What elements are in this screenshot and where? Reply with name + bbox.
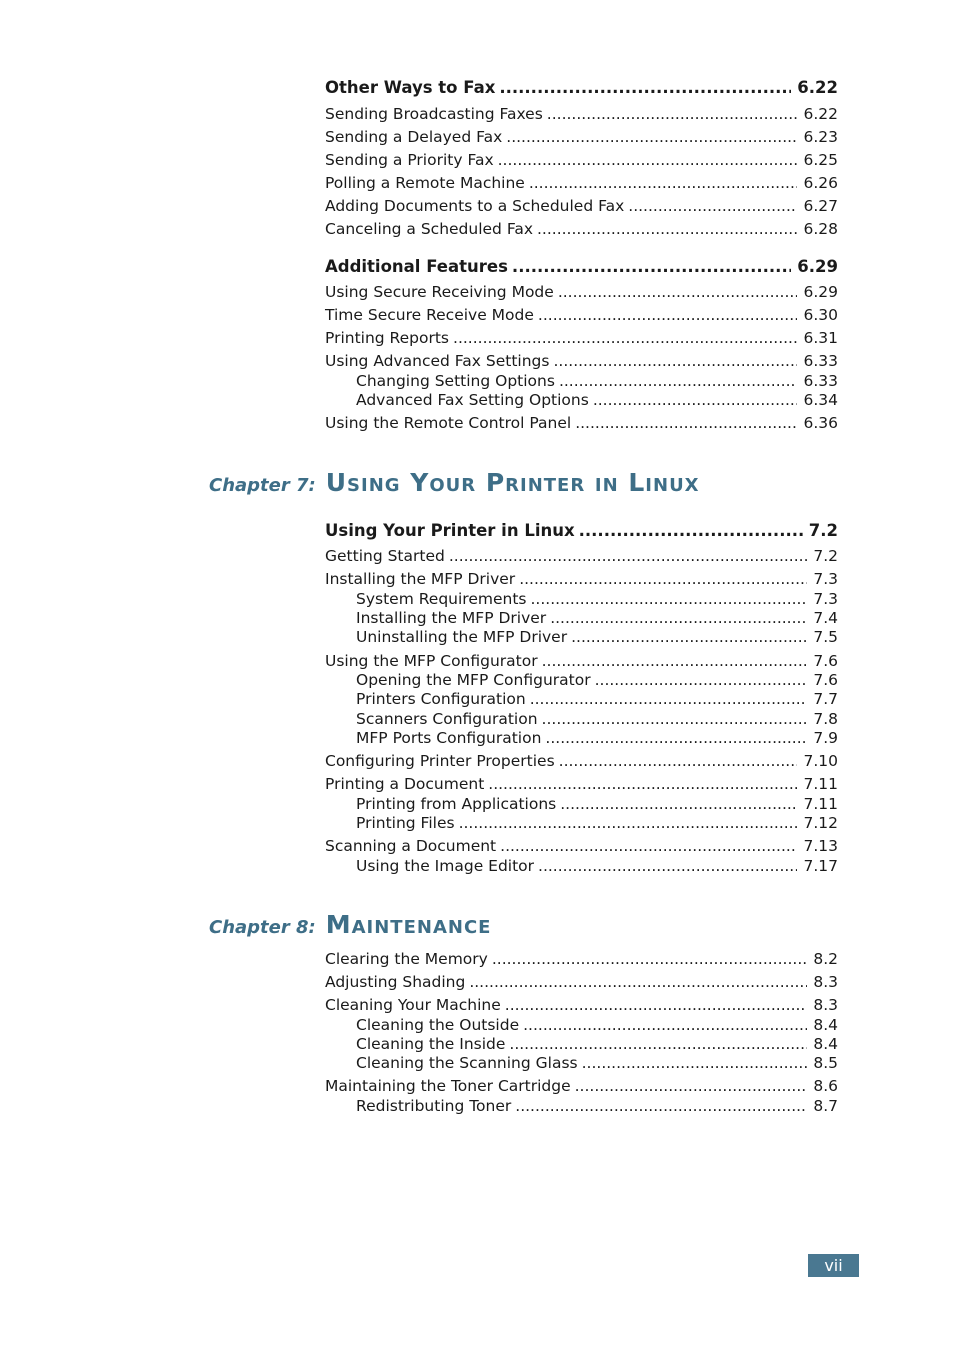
toc-subentry[interactable] (356, 709, 838, 729)
toc-title: Using the Image Editor (356, 857, 535, 875)
toc-title: Scanning a Document (325, 837, 497, 855)
toc-title: Sending Broadcasting Faxes (325, 105, 543, 123)
toc-leader (593, 390, 798, 410)
toc-title: Using Advanced Fax Settings (325, 352, 550, 370)
toc-entry[interactable] (325, 328, 838, 348)
toc-page-number: 6.25 (803, 151, 838, 169)
toc-page-number: 6.28 (803, 220, 838, 238)
toc-page-number: 7.7 (813, 690, 838, 708)
toc-leader (506, 127, 797, 147)
chapter-title: Maintenance (325, 910, 492, 939)
toc-leader (579, 521, 803, 541)
toc-page-number: 6.22 (803, 105, 838, 123)
toc-leader (469, 972, 807, 992)
toc-subentry[interactable] (356, 1053, 838, 1073)
toc-entry[interactable] (325, 104, 838, 124)
toc-leader (498, 150, 798, 170)
toc-page-number: 6.22 (797, 78, 838, 97)
toc-subentry[interactable] (356, 1034, 838, 1054)
toc-leader (575, 413, 797, 433)
toc-subentry[interactable] (356, 390, 838, 410)
toc-title: Using Your Printer in Linux (325, 521, 575, 540)
toc-entry[interactable] (325, 351, 838, 371)
toc-entry[interactable] (325, 305, 838, 325)
toc-page-number: 7.11 (803, 775, 838, 793)
toc-page-number: 6.33 (803, 352, 838, 370)
toc-page-number: 6.36 (803, 414, 838, 432)
toc-title: Configuring Printer Properties (325, 752, 555, 770)
toc-entry[interactable] (325, 995, 838, 1015)
toc-page-number: 7.12 (803, 814, 838, 832)
toc-title: Uninstalling the MFP Driver (356, 628, 568, 646)
toc-title: Printing from Applications (356, 795, 557, 813)
chapter-title: Using Your Printer in Linux (325, 468, 700, 497)
toc-title: Installing the MFP Driver (325, 570, 516, 588)
toc-leader (550, 608, 807, 628)
toc-page-number: 7.17 (803, 857, 838, 875)
toc-leader (595, 670, 808, 690)
toc-leader (500, 836, 797, 856)
toc-subentry[interactable] (356, 627, 838, 647)
toc-leader (559, 751, 798, 771)
page-number-badge: vii (808, 1254, 859, 1277)
toc-heading[interactable] (325, 78, 838, 98)
toc-subentry[interactable] (356, 689, 838, 709)
toc-title: Additional Features (325, 257, 508, 276)
toc-leader (545, 728, 807, 748)
toc-page-number: 8.6 (813, 1077, 838, 1095)
toc-page-number: 8.7 (813, 1097, 838, 1115)
toc-leader (488, 774, 797, 794)
toc-entry[interactable] (325, 1076, 838, 1096)
toc-page-number: 7.10 (803, 752, 838, 770)
toc-leader (542, 709, 808, 729)
toc-leader (509, 1034, 807, 1054)
toc-title: MFP Ports Configuration (356, 729, 542, 747)
chapter-heading (209, 910, 491, 939)
toc-title: Printing Files (356, 814, 455, 832)
toc-title: Printing Reports (325, 329, 450, 347)
toc-leader (449, 546, 808, 566)
toc-title: Installing the MFP Driver (356, 609, 547, 627)
toc-leader (571, 627, 807, 647)
chapter-heading (209, 468, 700, 497)
toc-title: Polling a Remote Machine (325, 174, 525, 192)
toc-leader (559, 371, 798, 391)
toc-leader (529, 173, 798, 193)
toc-entry[interactable] (325, 196, 838, 216)
toc-entry[interactable] (325, 651, 838, 671)
toc-entry[interactable] (325, 774, 838, 794)
toc-leader (459, 813, 798, 833)
toc-title: Sending a Delayed Fax (325, 128, 503, 146)
toc-subentry[interactable] (356, 728, 838, 748)
toc-leader (499, 78, 791, 98)
toc-page-number: 7.9 (813, 729, 838, 747)
toc-leader (560, 794, 797, 814)
toc-page-number: 8.5 (813, 1054, 838, 1072)
toc-entry[interactable] (325, 150, 838, 170)
toc-leader (553, 351, 797, 371)
toc-title: System Requirements (356, 590, 527, 608)
toc-page-number: 8.3 (813, 973, 838, 991)
toc-leader (523, 1015, 807, 1035)
toc-page-number: 8.2 (813, 950, 838, 968)
toc-page-number: 6.29 (803, 283, 838, 301)
toc-leader (453, 328, 797, 348)
toc-title: Cleaning the Inside (356, 1035, 506, 1053)
toc-title: Adjusting Shading (325, 973, 466, 991)
toc-page-number: 8.4 (813, 1035, 838, 1053)
toc-leader (558, 282, 798, 302)
toc-leader (542, 651, 808, 671)
toc-page-number: 7.2 (813, 547, 838, 565)
toc-entry[interactable] (325, 127, 838, 147)
toc-title: Canceling a Scheduled Fax (325, 220, 533, 238)
toc-title: Sending a Priority Fax (325, 151, 494, 169)
toc-subentry[interactable] (356, 589, 838, 609)
toc-page-number: 8.3 (813, 996, 838, 1014)
toc-title: Maintaining the Toner Cartridge (325, 1077, 571, 1095)
toc-page-number: 7.3 (813, 570, 838, 588)
toc-leader (492, 949, 808, 969)
toc-title: Opening the MFP Configurator (356, 671, 591, 689)
toc-subentry[interactable] (356, 670, 838, 690)
toc-title: Clearing the Memory (325, 950, 488, 968)
toc-subentry[interactable] (356, 813, 838, 833)
toc-page-number: 7.2 (808, 521, 838, 540)
toc-leader (547, 104, 798, 124)
toc-leader (515, 1096, 807, 1116)
toc-page-number: 7.6 (813, 671, 838, 689)
toc-title: Cleaning the Outside (356, 1016, 520, 1034)
toc-page-number: 7.6 (813, 652, 838, 670)
toc-page-number: 6.23 (803, 128, 838, 146)
toc-title: Using Secure Receiving Mode (325, 283, 554, 301)
toc-subentry[interactable] (356, 1096, 838, 1116)
toc-leader (505, 995, 808, 1015)
toc-page-number: 7.13 (803, 837, 838, 855)
toc-leader (538, 305, 798, 325)
chapter-label: Chapter 8: (209, 917, 316, 938)
toc-leader (582, 1053, 808, 1073)
toc-leader (531, 589, 808, 609)
toc-title: Adding Documents to a Scheduled Fax (325, 197, 625, 215)
toc-leader (575, 1076, 808, 1096)
chapter-label: Chapter 7: (209, 475, 316, 496)
toc-title: Printing a Document (325, 775, 485, 793)
toc-heading[interactable] (325, 257, 838, 277)
toc-title: Other Ways to Fax (325, 78, 496, 97)
toc-title: Cleaning the Scanning Glass (356, 1054, 578, 1072)
toc-page-number: 6.26 (803, 174, 838, 192)
toc-leader (512, 257, 791, 277)
toc-leader (530, 689, 808, 709)
toc-title: Advanced Fax Setting Options (356, 391, 589, 409)
toc-page-number: 6.30 (803, 306, 838, 324)
toc-leader (538, 856, 797, 876)
toc-title: Getting Started (325, 547, 445, 565)
toc-entry[interactable] (325, 219, 838, 239)
toc-leader (519, 569, 807, 589)
toc-subentry[interactable] (356, 371, 838, 391)
toc-page-number: 6.34 (803, 391, 838, 409)
toc-entry[interactable] (325, 836, 838, 856)
toc-page-number: 7.11 (803, 795, 838, 813)
toc-title: Using the Remote Control Panel (325, 414, 572, 432)
toc-entry[interactable] (325, 173, 838, 193)
toc-page-number: 6.31 (803, 329, 838, 347)
toc-page-number: 6.29 (797, 257, 838, 276)
toc-entry[interactable] (325, 546, 838, 566)
toc-entry[interactable] (325, 569, 838, 589)
toc-leader (537, 219, 797, 239)
toc-heading[interactable] (325, 521, 838, 541)
toc-entry[interactable] (325, 949, 838, 969)
toc-page-number: 7.4 (813, 609, 838, 627)
toc-entry[interactable] (325, 282, 838, 302)
toc-title: Time Secure Receive Mode (325, 306, 534, 324)
toc-subentry[interactable] (356, 1015, 838, 1035)
toc-subentry[interactable] (356, 794, 838, 814)
toc-subentry[interactable] (356, 608, 838, 628)
toc-title: Printers Configuration (356, 690, 526, 708)
toc-page-number: 8.4 (813, 1016, 838, 1034)
toc-entry[interactable] (325, 413, 838, 433)
toc-entry[interactable] (325, 972, 838, 992)
toc-entry[interactable] (325, 751, 838, 771)
toc-subentry[interactable] (356, 856, 838, 876)
toc-title: Using the MFP Configurator (325, 652, 538, 670)
toc-page-number: 7.3 (813, 590, 838, 608)
toc-title: Scanners Configuration (356, 710, 538, 728)
toc-title: Cleaning Your Machine (325, 996, 501, 1014)
toc-page-number: 7.8 (813, 710, 838, 728)
toc-page-number: 7.5 (813, 628, 838, 646)
toc-leader (628, 196, 797, 216)
toc-title: Redistributing Toner (356, 1097, 512, 1115)
toc-title: Changing Setting Options (356, 372, 555, 390)
toc-page-number: 6.33 (803, 372, 838, 390)
toc-page-number: 6.27 (803, 197, 838, 215)
